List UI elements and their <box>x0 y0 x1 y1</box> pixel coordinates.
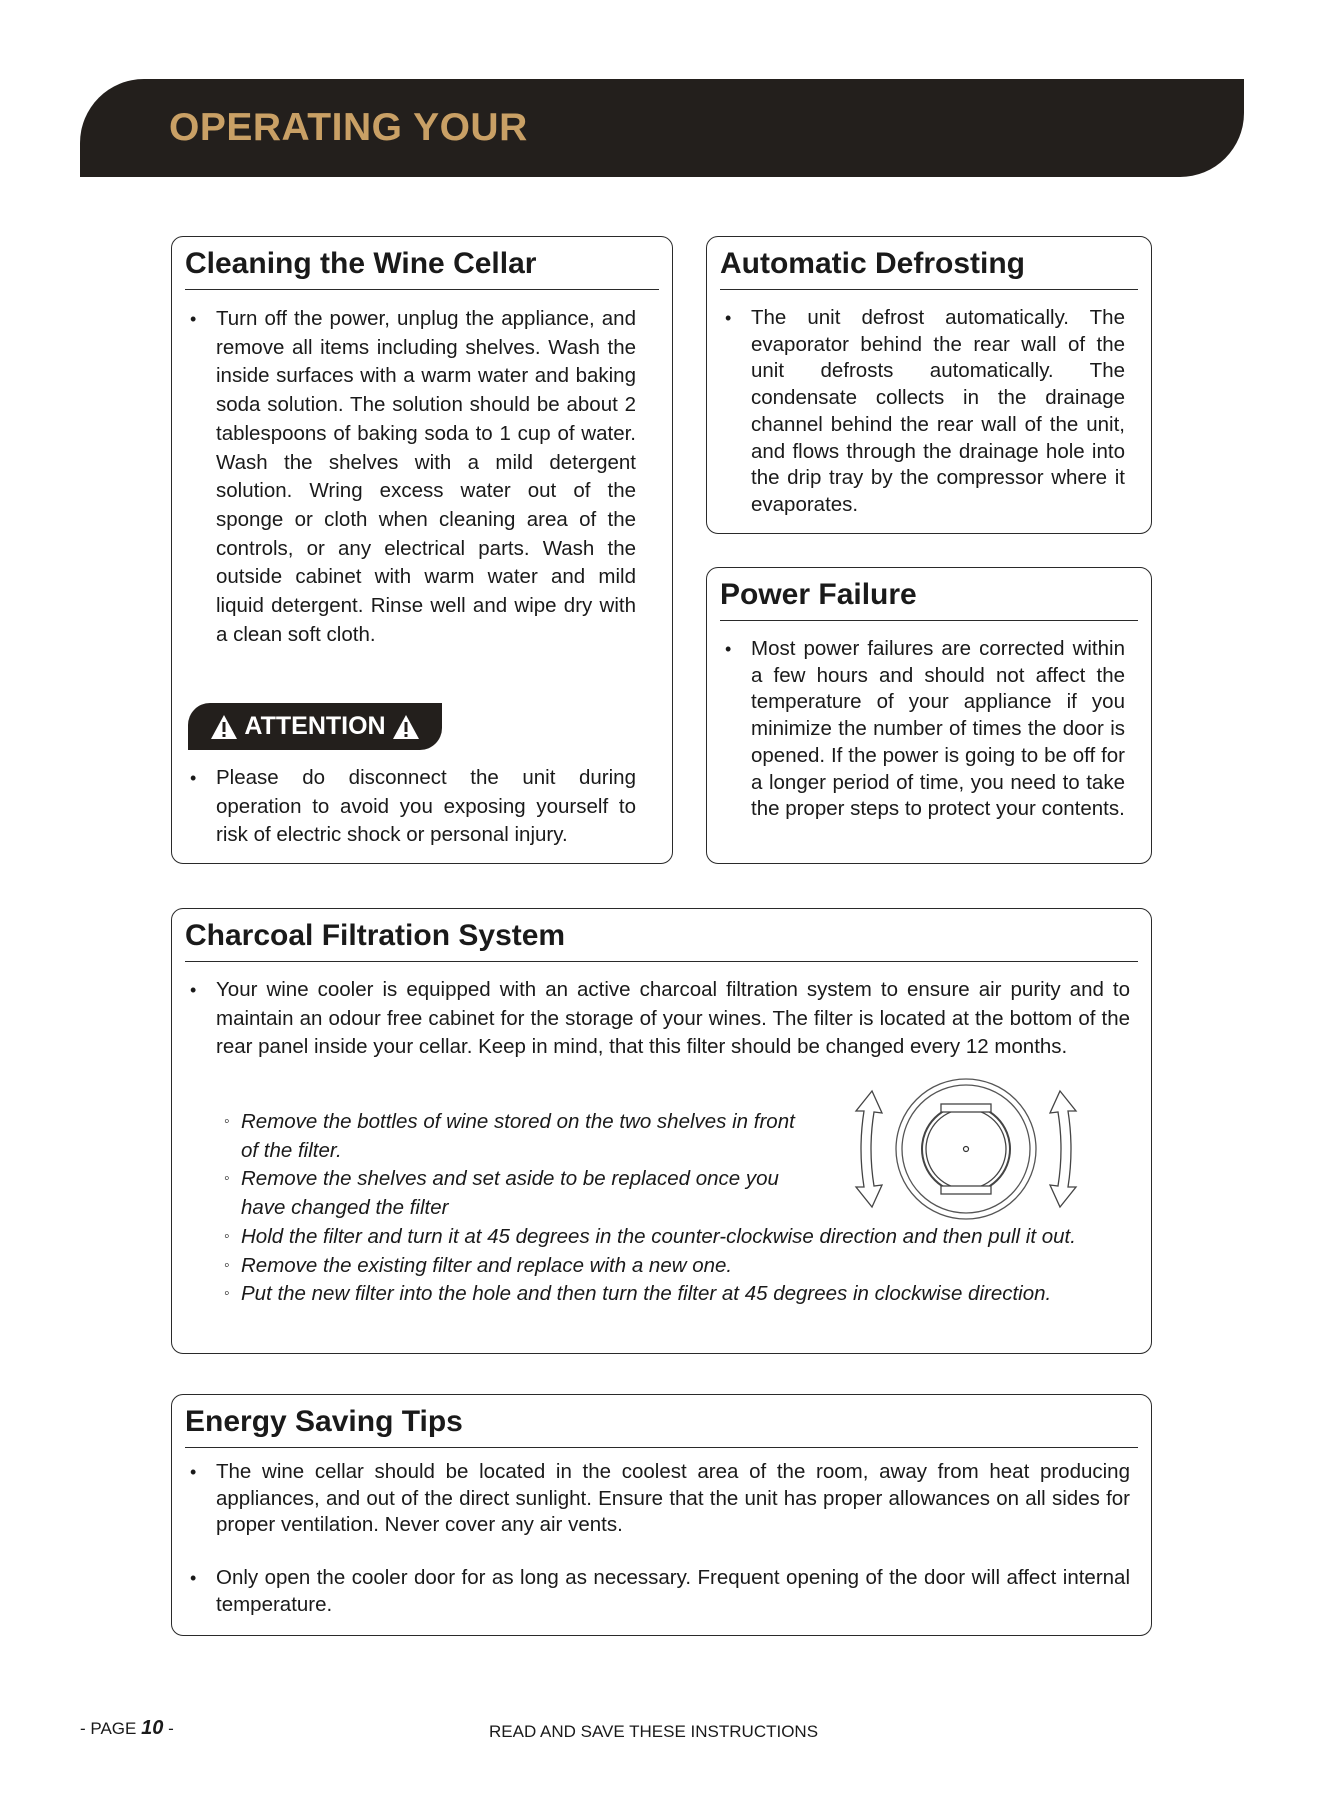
attention-text: • Please do disconnect the unit during operation to avoid you exposing yourself to risk of electric shock or personal injury. <box>216 764 636 850</box>
list-item: ◦ Remove the shelves and set aside to be replaced once you have changed the filter <box>241 1165 801 1222</box>
power-text: • Most power failures are corrected within a few hours and should not affect the temperature of your appliance if you minimize the number of times the door is opened. If the power is going to be off for a longer period of time, you need to take the proper steps to protect your contents. <box>751 636 1125 823</box>
warning-icon <box>392 714 420 740</box>
footer-note: READ AND SAVE THESE INSTRUCTIONS <box>489 1722 819 1741</box>
power-card <box>706 567 1152 864</box>
cleaning-text: • Turn off the power, unplug the appliance, and remove all items including shelves. Wash the inside surfaces with a warm water and baking soda solution. The solution should be about 2 tablespoons of baking soda to 1 cup of water. Wash the shelves with a mild detergent solution. Wring excess water out of the sponge or cloth when cleaning area of the controls, or any electrical parts. Wash the outside cabinet with warm water and mild liquid detergent. Rinse well and wipe dry with a clean soft cloth. <box>216 305 636 649</box>
filter-rotation-diagram <box>848 1075 1084 1223</box>
list-item: ◦ Remove the existing filter and replace with a new one. <box>241 1252 1141 1281</box>
defrost-text: • The unit defrost automatically. The evaporator behind the rear wall of the unit defrosts automatically. The condensate collects in the drainage channel behind the rear wall of the unit, and flows through the drainage hole into the drip tray by the compressor where it evaporates. <box>751 305 1125 519</box>
energy-title: Energy Saving Tips <box>185 1405 1138 1448</box>
cleaning-card <box>171 236 673 864</box>
power-title: Power Failure <box>720 578 1138 621</box>
cleaning-title: Cleaning the Wine Cellar <box>185 247 659 290</box>
charcoal-card <box>171 908 1152 1354</box>
energy-tip: • The wine cellar should be located in the coolest area of the room, away from heat producing appliances, and out of the direct sunlight. Ensure that the unit has proper allowances on all sides for proper ventilation. Never cover any air vents. <box>216 1459 1130 1539</box>
header-bar <box>80 79 1244 177</box>
energy-card <box>171 1394 1152 1636</box>
page-title: OPERATING YOUR <box>169 106 528 149</box>
attention-banner <box>188 703 442 750</box>
defrost-card <box>706 236 1152 534</box>
attention-label: ATTENTION <box>244 712 386 740</box>
list-item: ◦ Remove the bottles of wine stored on the two shelves in front of the filter. <box>241 1108 801 1165</box>
defrost-title: Automatic Defrosting <box>720 247 1138 290</box>
list-item: ◦ Hold the filter and turn it at 45 degrees in the counter-clockwise direction and then pull it out. <box>241 1223 1141 1252</box>
page-number: - PAGE 10 - <box>80 1717 174 1739</box>
charcoal-title: Charcoal Filtration System <box>185 919 1138 962</box>
list-item: ◦ Put the new filter into the hole and then turn the filter at 45 degrees in clockwise direction. <box>241 1280 1141 1309</box>
warning-icon <box>210 714 238 740</box>
energy-tip: • Only open the cooler door for as long as necessary. Frequent opening of the door will affect internal temperature. <box>216 1565 1130 1618</box>
charcoal-text: • Your wine cooler is equipped with an active charcoal filtration system to ensure air purity and to maintain an odour free cabinet for the storage of your wines. The filter is located at the bottom of the rear panel inside your cellar. Keep in mind, that this filter should be changed every 12 months. <box>216 976 1130 1062</box>
